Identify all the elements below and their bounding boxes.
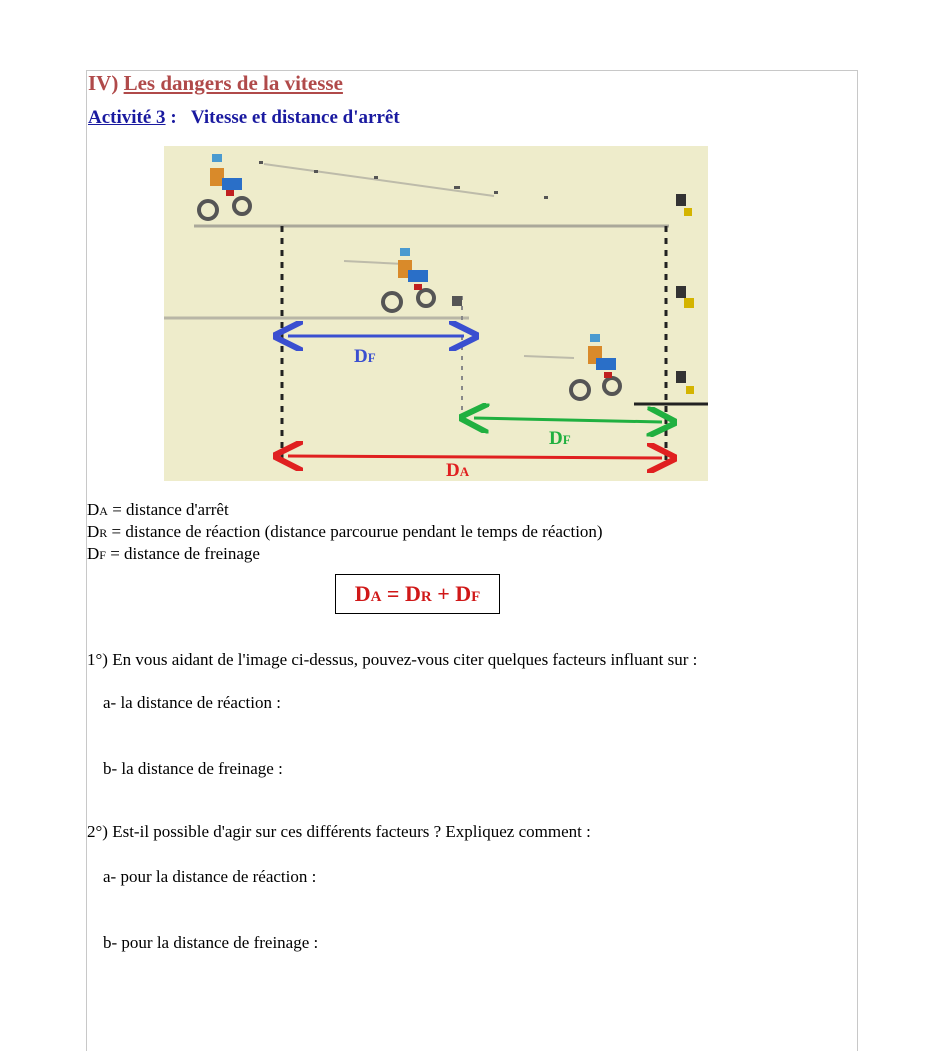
question-2b: b- pour la distance de freinage :: [103, 933, 319, 952]
activity-title: Vitesse et distance d'arrêt: [190, 107, 400, 128]
df-top-label: DF: [354, 346, 376, 367]
question-2a: a- pour la distance de réaction :: [103, 867, 317, 886]
section-number: IV): [88, 71, 119, 95]
definition-da: DA = distance d'arrêt: [87, 500, 229, 519]
question-1b: b- la distance de freinage :: [103, 759, 283, 778]
question-2: 2°) Est-il possible d'agir sur ces différents facteurs ? Expliquez comment :: [87, 822, 591, 841]
stopping-distance-illustration: [164, 146, 708, 481]
question-1a: a- la distance de réaction :: [103, 693, 281, 712]
document-page: [86, 70, 858, 1051]
definition-df: DF = distance de freinage: [87, 544, 260, 563]
da-label: DA: [446, 460, 470, 481]
section-title: Les dangers de la vitesse: [123, 71, 343, 95]
section-heading: [88, 71, 343, 96]
question-1: 1°) En vous aidant de l'image ci-dessus, pouvez-vous citer quelques facteurs influant sur :: [87, 650, 698, 669]
activity-heading: [88, 107, 400, 129]
df-bottom-label: DF: [549, 428, 571, 449]
definition-dr: DR = distance de réaction (distance parcourue pendant le temps de réaction): [87, 522, 603, 541]
activity-label: Activité 3: [88, 107, 166, 128]
formula-box: DA = DR + DF: [335, 574, 500, 614]
da-arrow: [288, 456, 662, 458]
activity-separator: :: [170, 107, 177, 128]
